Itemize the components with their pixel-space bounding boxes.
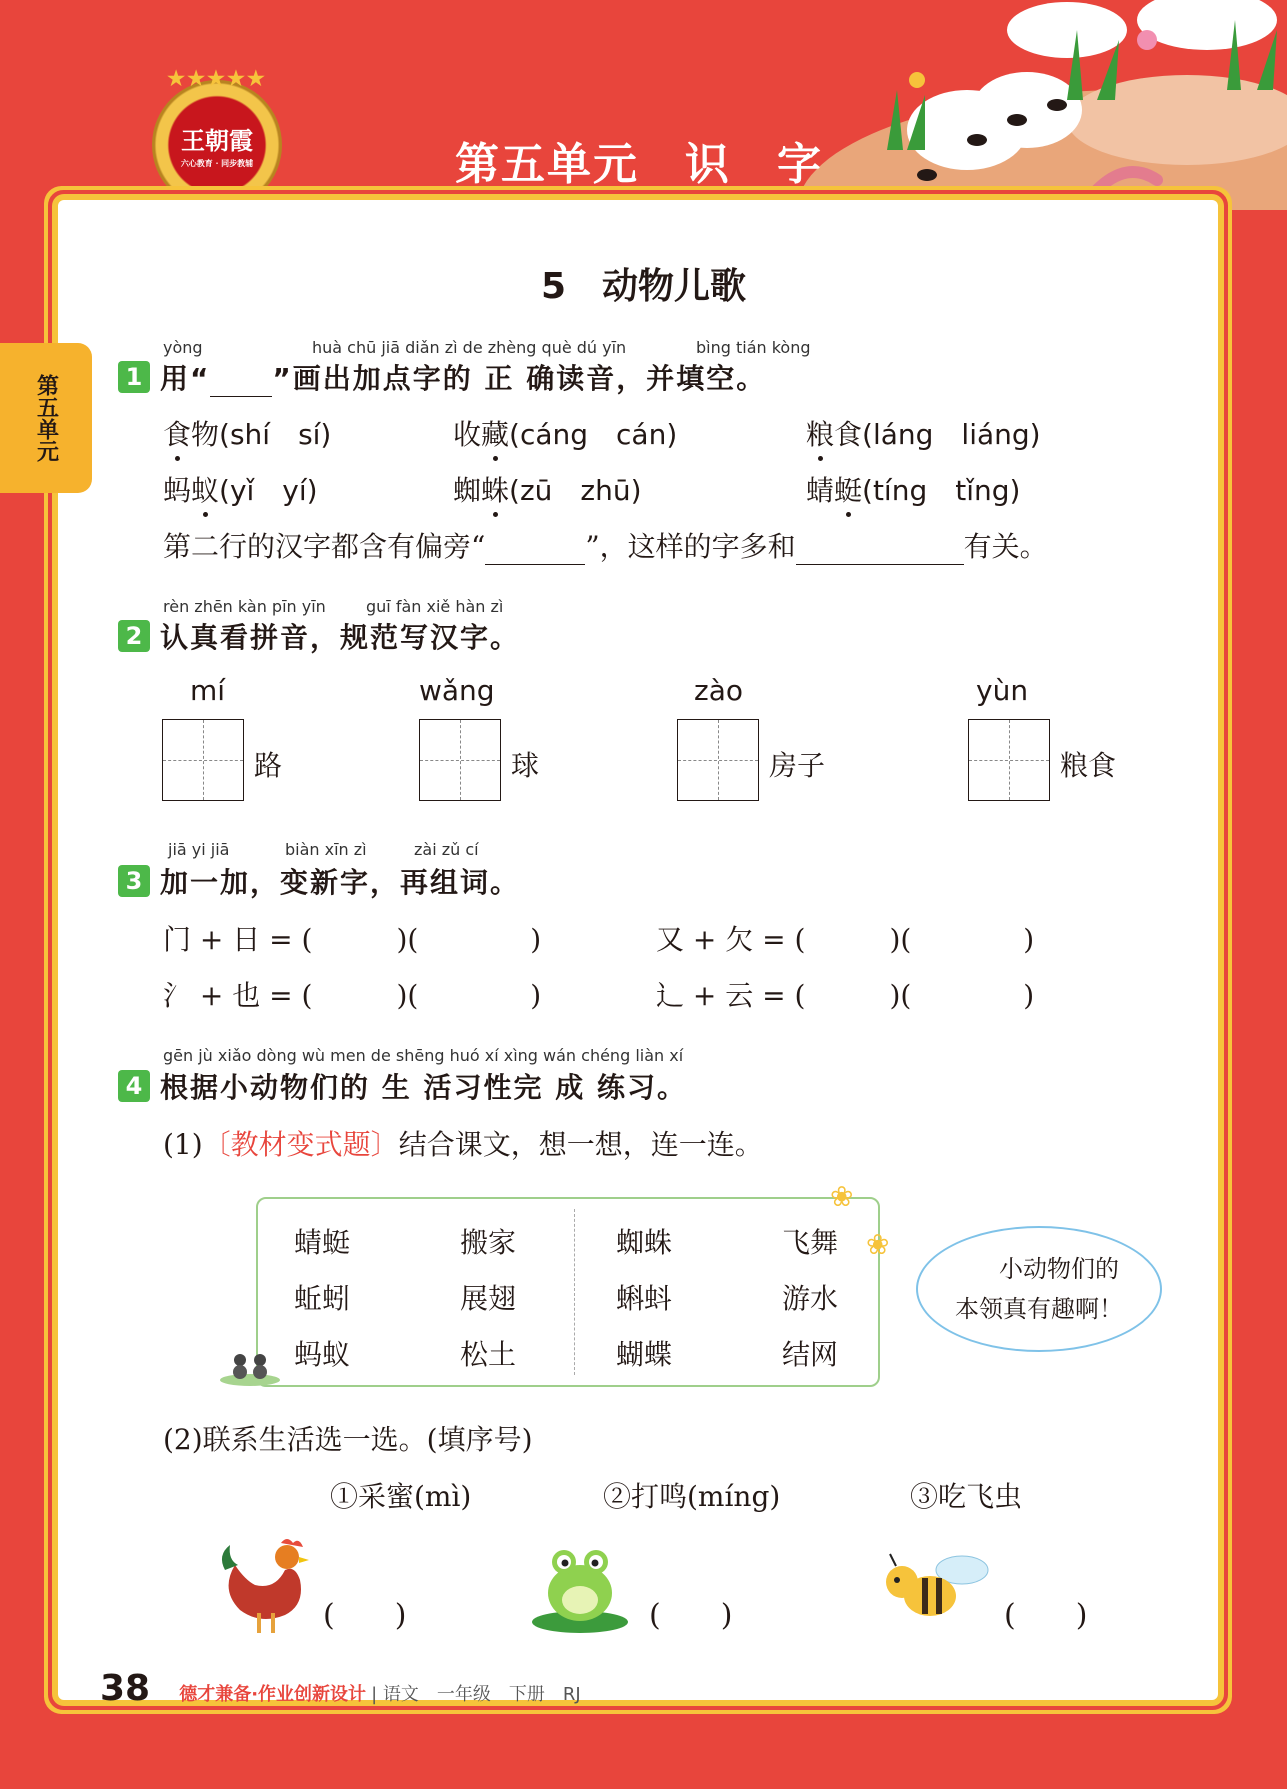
match-word[interactable]: 蜻蜓 xyxy=(294,1226,351,1259)
pinyin-options: (tíng tǐng) xyxy=(862,474,1021,507)
logo-tagline: 六心教育 · 同步教辅 xyxy=(180,158,254,168)
option-3: ③吃飞虫 xyxy=(910,1480,1023,1513)
bee-icon xyxy=(882,1548,992,1630)
pinyin-options: (shí sí) xyxy=(219,418,332,451)
q1-underline-blank xyxy=(210,368,272,397)
ants-icon xyxy=(218,1342,282,1386)
q1-text-b: ”画出加点字的 正 确读音，并填空。 xyxy=(272,362,767,395)
char: 收 xyxy=(453,418,482,451)
q1-pinyin-2: huà chū jiā diǎn zì de zhèng què dú yīn xyxy=(312,338,627,357)
q4-part2: (2)联系生活选一选。(填序号) xyxy=(163,1423,533,1456)
rooster-icon xyxy=(215,1535,320,1640)
part-text: 结合课文，想一想，连一连。 xyxy=(398,1128,763,1161)
pinyin-options: (yǐ yí) xyxy=(219,474,318,507)
book-title: 德才兼备·作业创新设计 xyxy=(179,1684,367,1705)
q3-item-4: 辶 + 云 = ( )( ) xyxy=(656,979,1035,1012)
q2-suffix: 路 xyxy=(254,749,283,782)
dotted-char: 食 xyxy=(163,418,192,451)
relation-blank[interactable] xyxy=(796,536,964,565)
question-number: 4 xyxy=(118,1070,150,1102)
question-2 xyxy=(118,616,520,656)
match-word[interactable]: 搬家 xyxy=(460,1226,517,1259)
match-word[interactable]: 蝌蚪 xyxy=(616,1282,673,1315)
q2-pinyin-1: rèn zhēn kàn pīn yīn xyxy=(163,597,326,616)
char: 物 xyxy=(191,418,220,451)
question-3 xyxy=(118,861,520,901)
q3-pinyin-2: biàn xīn zì xyxy=(285,840,367,859)
question-number: 3 xyxy=(118,865,150,897)
hillside-illustration xyxy=(767,0,1287,210)
logo-text: 王朝霞 xyxy=(181,126,253,155)
part-number: (1) xyxy=(163,1128,203,1161)
option-2: ②打鸣(míng) xyxy=(603,1480,781,1513)
dotted-char: 蚁 xyxy=(191,474,220,507)
q2-pinyin-wang: wǎng xyxy=(419,674,495,707)
match-word[interactable]: 结网 xyxy=(782,1338,839,1371)
butterfly-icon: ❀ xyxy=(830,1180,854,1213)
match-word[interactable]: 蜘蛛 xyxy=(616,1226,673,1259)
stars-icon: ★★★★★ xyxy=(167,66,267,90)
q1-text-a: 用“ xyxy=(160,362,211,395)
q4-text: 根据小动物们的 生 活习性完 成 练习。 xyxy=(160,1071,687,1104)
q4-part1 xyxy=(163,1123,763,1163)
writing-grid[interactable] xyxy=(677,719,759,801)
fill-text: 第二行的汉字都含有偏旁“ xyxy=(163,530,486,563)
q1-fill-sentence xyxy=(163,525,1048,565)
bubble-line-2: 本领真有趣啊！ xyxy=(955,1295,1123,1323)
match-word[interactable]: 游水 xyxy=(782,1282,839,1315)
q1-item-3 xyxy=(806,413,1041,453)
q3-item-1: 门 + 日 = ( )( ) xyxy=(163,923,542,956)
writing-grid[interactable] xyxy=(162,719,244,801)
fill-text: 有关。 xyxy=(963,530,1048,563)
unit-title: 第五单元 识 字 xyxy=(455,139,823,190)
speech-bubble xyxy=(916,1226,1162,1352)
pinyin-options: (zū zhū) xyxy=(509,474,642,507)
page-number: 38 xyxy=(100,1668,151,1709)
q1-item-2 xyxy=(453,413,677,453)
question-number: 1 xyxy=(118,361,150,393)
char: 蚂 xyxy=(163,474,192,507)
q2-suffix: 房子 xyxy=(769,749,826,782)
answer-paren[interactable]: ( ) xyxy=(649,1598,733,1633)
match-word[interactable]: 展翅 xyxy=(460,1282,517,1315)
radical-blank[interactable] xyxy=(485,536,585,565)
q2-text: 认真看拼音，规范写汉字。 xyxy=(160,621,521,654)
lesson-title: 5 动物儿歌 xyxy=(540,266,747,307)
q1-item-1 xyxy=(163,413,331,453)
q2-pinyin-mi: mí xyxy=(190,674,226,707)
answer-paren[interactable]: ( ) xyxy=(323,1598,407,1633)
matching-box xyxy=(256,1197,880,1387)
q1-item-6 xyxy=(806,469,1020,509)
brand-logo xyxy=(152,66,282,210)
page-footer xyxy=(100,1668,581,1709)
q3-text: 加一加，变新字，再组词。 xyxy=(160,866,521,899)
pinyin-options: (láng liáng) xyxy=(862,418,1041,451)
q1-pinyin-3: bìng tián kòng xyxy=(696,338,811,357)
q3-pinyin-3: zài zǔ cí xyxy=(414,840,479,859)
question-4 xyxy=(118,1066,687,1106)
question-number: 2 xyxy=(118,620,150,652)
q4-pinyin: gēn jù xiǎo dòng wù men de shēng huó xí xìng wán chéng liàn xí xyxy=(163,1046,684,1065)
q1-item-5 xyxy=(453,469,642,509)
match-word[interactable]: 蚂蚁 xyxy=(294,1338,351,1371)
q3-pinyin-1: jiā yi jiā xyxy=(168,840,230,859)
q3-item-2: 又 + 欠 = ( )( ) xyxy=(656,923,1035,956)
match-word[interactable]: 蝴蝶 xyxy=(616,1338,673,1371)
frog-icon xyxy=(530,1538,630,1634)
writing-grid[interactable] xyxy=(968,719,1050,801)
side-tab xyxy=(0,343,92,493)
q3-item-3: 氵 + 也 = ( )( ) xyxy=(163,979,542,1012)
match-divider xyxy=(574,1209,575,1375)
q2-pinyin-zao: zào xyxy=(694,674,743,707)
butterfly-icon: ❀ xyxy=(866,1228,890,1261)
q1-item-4 xyxy=(163,469,318,509)
dotted-char: 蛛 xyxy=(481,474,510,507)
writing-grid[interactable] xyxy=(419,719,501,801)
q2-suffix: 粮食 xyxy=(1060,749,1117,782)
q2-pinyin-yun: yùn xyxy=(976,674,1029,707)
pinyin-options: (cáng cán) xyxy=(509,418,678,451)
option-1: ①采蜜(mì) xyxy=(330,1480,472,1513)
variant-tag: 〔教材变式题〕 xyxy=(202,1128,399,1161)
fill-text: ”，这样的字多和 xyxy=(585,530,796,563)
dotted-char: 粮 xyxy=(806,418,835,451)
match-word[interactable]: 飞舞 xyxy=(782,1226,839,1259)
q1-pinyin-1: yòng xyxy=(163,338,203,357)
char: 蜘 xyxy=(453,474,482,507)
question-1 xyxy=(118,357,766,397)
dotted-char: 蜓 xyxy=(834,474,863,507)
match-word[interactable]: 松土 xyxy=(460,1338,517,1371)
dotted-char: 藏 xyxy=(481,418,510,451)
side-tab-label: 第五单元 xyxy=(33,374,59,462)
match-word[interactable]: 蚯蚓 xyxy=(294,1282,351,1315)
char: 蜻 xyxy=(806,474,835,507)
book-meta: | 语文 一年级 下册 RJ xyxy=(371,1684,581,1705)
q2-suffix: 球 xyxy=(511,749,540,782)
bubble-line-1: 小动物们的 xyxy=(999,1255,1119,1283)
answer-paren[interactable]: ( ) xyxy=(1004,1598,1088,1633)
q2-pinyin-2: guī fàn xiě hàn zì xyxy=(366,597,504,616)
char: 食 xyxy=(834,418,863,451)
